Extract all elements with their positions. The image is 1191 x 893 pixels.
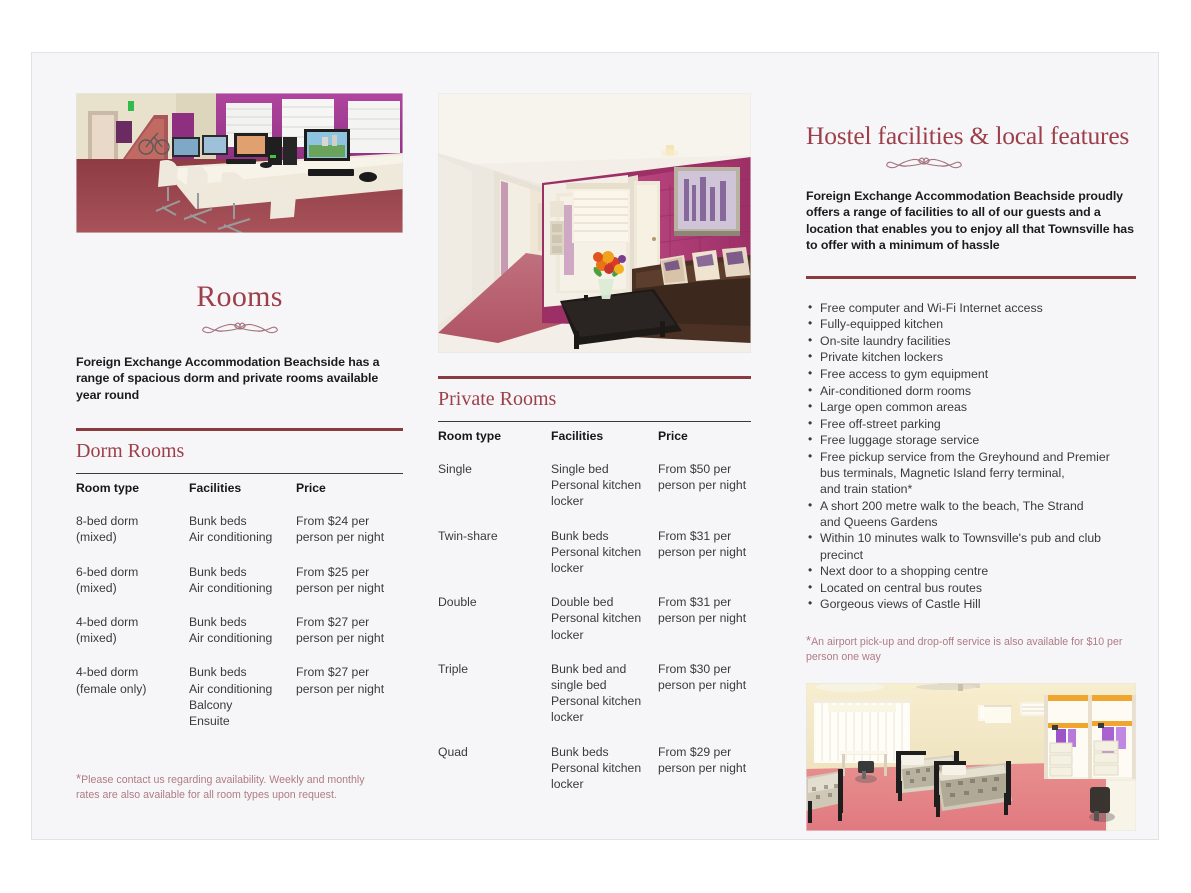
list-item bbox=[806, 300, 1136, 316]
footnote-asterisk-right: * bbox=[806, 633, 812, 649]
dorm-header-row bbox=[76, 474, 403, 503]
cell-line: locker bbox=[551, 777, 584, 792]
cell-line: person per night bbox=[296, 530, 385, 545]
table-row bbox=[438, 584, 751, 651]
cell-room-type bbox=[438, 584, 551, 651]
cell-line: From $27 per bbox=[296, 665, 370, 680]
cell-line: Personal kitchen bbox=[551, 478, 642, 493]
facilities-heading: Hostel facilities & local features bbox=[806, 121, 1130, 150]
cell-line: Personal kitchen bbox=[551, 694, 642, 709]
cell-line: From $31 per bbox=[658, 528, 732, 543]
cell-line: (mixed) bbox=[76, 580, 117, 595]
list-item bbox=[806, 596, 1136, 612]
dorm-footnote: *Please contact us regarding availability. Weekly and monthly rates are also available for all room types upon request. bbox=[76, 771, 365, 802]
list-item bbox=[806, 498, 1136, 530]
private-col-room-type: Room type bbox=[438, 429, 501, 443]
list-item-line: • Located on central bus routes bbox=[820, 580, 983, 595]
table-row bbox=[438, 734, 751, 801]
cell-line: Personal kitchen bbox=[551, 544, 642, 559]
cell-room-type bbox=[76, 503, 189, 553]
facilities-list bbox=[806, 300, 1136, 613]
list-item bbox=[806, 333, 1136, 349]
computer-room-photo bbox=[76, 93, 403, 233]
cell-line: locker bbox=[551, 494, 584, 509]
private-rooms-title: Private Rooms bbox=[438, 388, 557, 410]
dorm-rooms-title: Dorm Rooms bbox=[76, 440, 185, 463]
cell-line: Bunk bed and bbox=[551, 661, 627, 676]
table-row bbox=[438, 651, 751, 734]
cell-facilities bbox=[551, 518, 658, 585]
cell-room-type bbox=[438, 518, 551, 585]
list-item-line: • Free off-street parking bbox=[820, 416, 941, 431]
cell-line: person per night bbox=[658, 478, 747, 493]
dorm-room-photo bbox=[806, 683, 1136, 831]
cell-line: 8-bed dorm bbox=[76, 514, 139, 529]
cell-line: Double bbox=[438, 595, 477, 610]
cell-line: Air conditioning bbox=[189, 631, 273, 646]
dorm-col-room-type: Room type bbox=[76, 481, 139, 496]
table-row bbox=[76, 604, 403, 654]
private-section-rule bbox=[438, 376, 751, 379]
cell-facilities bbox=[551, 584, 658, 651]
cell-line: Twin-share bbox=[438, 528, 498, 543]
cell-facilities bbox=[189, 554, 296, 604]
right-column bbox=[806, 121, 1138, 831]
cell-room-type bbox=[438, 451, 551, 518]
cell-room-type bbox=[76, 604, 189, 654]
cell-line: Bunk beds bbox=[189, 564, 247, 579]
cell-price bbox=[296, 503, 403, 553]
cell-line: Personal kitchen bbox=[551, 760, 642, 775]
cell-line: From $24 per bbox=[296, 514, 370, 529]
cell-facilities bbox=[189, 654, 296, 737]
left-column bbox=[76, 93, 403, 803]
list-item-line: • Free luggage storage service bbox=[820, 433, 980, 448]
cell-room-type bbox=[76, 654, 189, 737]
cell-line: From $25 per bbox=[296, 564, 370, 579]
list-item bbox=[806, 563, 1136, 579]
cell-line: Balcony bbox=[189, 697, 233, 712]
cell-line: Double bed bbox=[551, 595, 614, 610]
cell-line: Bunk beds bbox=[551, 528, 609, 543]
cell-price bbox=[296, 604, 403, 654]
list-item-line: • Large open common areas bbox=[820, 400, 967, 415]
cell-line: person per night bbox=[296, 631, 385, 646]
cell-line: Bunk beds bbox=[189, 615, 247, 630]
list-item bbox=[806, 383, 1136, 399]
cell-line: Personal kitchen bbox=[551, 611, 642, 626]
cell-line: From $31 per bbox=[658, 595, 732, 610]
cell-line: single bed bbox=[551, 678, 607, 693]
table-row bbox=[438, 451, 751, 518]
cell-price bbox=[658, 584, 751, 651]
cell-line: person per night bbox=[658, 611, 747, 626]
facilities-rule bbox=[806, 276, 1136, 279]
cell-line: 4-bed dorm bbox=[76, 615, 139, 630]
list-item-line: • Air-conditioned dorm rooms bbox=[820, 383, 972, 398]
list-item bbox=[806, 349, 1136, 365]
cell-line: Triple bbox=[438, 661, 469, 676]
list-item bbox=[806, 530, 1136, 562]
middle-column bbox=[438, 93, 755, 800]
cell-line: Bunk beds bbox=[189, 665, 247, 680]
facilities-footnote: *An airport pick-up and drop-off service is also available for $10 per person one way bbox=[806, 633, 1123, 664]
cell-price bbox=[658, 734, 751, 801]
dorm-section-rule bbox=[76, 428, 403, 431]
list-item bbox=[806, 416, 1136, 432]
cell-line: (female only) bbox=[76, 681, 147, 696]
list-item-line: and train station* bbox=[820, 482, 913, 497]
table-row bbox=[76, 654, 403, 737]
cell-price bbox=[296, 554, 403, 604]
list-item-line: • Private kitchen lockers bbox=[820, 350, 944, 365]
cell-line: person per night bbox=[658, 544, 747, 559]
list-item bbox=[806, 580, 1136, 596]
cell-line: person per night bbox=[658, 760, 747, 775]
list-item-line: bus terminals, Magnetic Island ferry terminal, bbox=[820, 466, 1065, 481]
decorative-flourish-icon bbox=[202, 320, 278, 336]
private-header-row bbox=[438, 422, 751, 451]
cell-price bbox=[658, 451, 751, 518]
list-item-line: • Free pickup service from the Greyhound and Premier bbox=[820, 449, 1110, 464]
dorm-rooms-table bbox=[76, 474, 403, 737]
cell-price bbox=[296, 654, 403, 737]
dorm-col-price: Price bbox=[296, 481, 326, 496]
cell-line: From $50 per bbox=[658, 462, 732, 476]
cell-line: Air conditioning bbox=[189, 530, 273, 545]
cell-room-type bbox=[438, 651, 551, 734]
list-item-line: • On-site laundry facilities bbox=[820, 333, 951, 348]
list-item-line: • Within 10 minutes walk to Townsville's pub and club bbox=[820, 531, 1101, 546]
decorative-flourish-icon-right bbox=[886, 155, 962, 171]
cell-facilities bbox=[551, 651, 658, 734]
cell-line: locker bbox=[551, 627, 584, 642]
list-item bbox=[806, 366, 1136, 382]
list-item-line: precinct bbox=[820, 547, 864, 562]
cell-line: From $30 per bbox=[658, 661, 732, 676]
cell-line: (mixed) bbox=[76, 530, 117, 545]
cell-line: Air conditioning bbox=[189, 580, 273, 595]
private-col-facilities: Facilities bbox=[551, 429, 604, 443]
brochure-page bbox=[31, 52, 1159, 840]
rooms-heading: Rooms bbox=[196, 280, 283, 313]
private-col-price: Price bbox=[658, 429, 688, 443]
list-item bbox=[806, 316, 1136, 332]
table-row bbox=[438, 518, 751, 585]
cell-line: Ensuite bbox=[189, 714, 230, 729]
list-item-line: • Free access to gym equipment bbox=[820, 367, 989, 381]
list-item bbox=[806, 399, 1136, 415]
cell-line: 4-bed dorm bbox=[76, 665, 139, 680]
list-item bbox=[806, 432, 1136, 448]
cell-line: person per night bbox=[296, 681, 385, 696]
cell-price bbox=[658, 518, 751, 585]
cell-line: 6-bed dorm bbox=[76, 564, 139, 579]
private-rooms-table bbox=[438, 422, 751, 800]
facilities-intro: Foreign Exchange Accommodation Beachside proudly offers a range of facilities to all of our guests and a location that enables you to enjoy all that Townsville has to offer with a minimum of hassle bbox=[806, 189, 1134, 253]
cell-line: locker bbox=[551, 710, 584, 725]
common-area-hallway-photo bbox=[438, 93, 751, 353]
cell-price bbox=[658, 651, 751, 734]
list-item-line: • Fully-equipped kitchen bbox=[820, 317, 944, 332]
cell-facilities bbox=[189, 503, 296, 553]
cell-line: Single bbox=[438, 462, 472, 476]
cell-line: Air conditioning bbox=[189, 681, 273, 696]
list-item bbox=[806, 449, 1136, 497]
footnote-asterisk: * bbox=[76, 771, 82, 787]
cell-facilities bbox=[551, 734, 658, 801]
cell-room-type bbox=[76, 554, 189, 604]
list-item-line: • Free computer and Wi-Fi Internet access bbox=[820, 300, 1043, 315]
cell-line: (mixed) bbox=[76, 631, 117, 646]
cell-line: person per night bbox=[658, 678, 747, 693]
dorm-col-facilities: Facilities bbox=[189, 481, 242, 496]
list-item-line: • Gorgeous views of Castle Hill bbox=[820, 597, 981, 612]
cell-line: locker bbox=[551, 561, 584, 576]
cell-room-type bbox=[438, 734, 551, 801]
list-item-line: • A short 200 metre walk to the beach, The Strand bbox=[820, 498, 1084, 513]
cell-line: From $27 per bbox=[296, 615, 370, 630]
cell-line: Bunk beds bbox=[551, 744, 609, 759]
cell-facilities bbox=[551, 451, 658, 518]
cell-facilities bbox=[189, 604, 296, 654]
cell-line: From $29 per bbox=[658, 744, 732, 759]
cell-line: Quad bbox=[438, 744, 468, 759]
list-item-line: and Queens Gardens bbox=[820, 514, 938, 529]
cell-line: person per night bbox=[296, 580, 385, 595]
table-row bbox=[76, 554, 403, 604]
rooms-intro: Foreign Exchange Accommodation Beachside has a range of spacious dorm and private rooms available year round bbox=[76, 355, 380, 402]
table-row bbox=[76, 503, 403, 553]
cell-line: Bunk beds bbox=[189, 514, 247, 529]
list-item-line: • Next door to a shopping centre bbox=[820, 564, 989, 579]
cell-line: Single bed bbox=[551, 462, 609, 476]
